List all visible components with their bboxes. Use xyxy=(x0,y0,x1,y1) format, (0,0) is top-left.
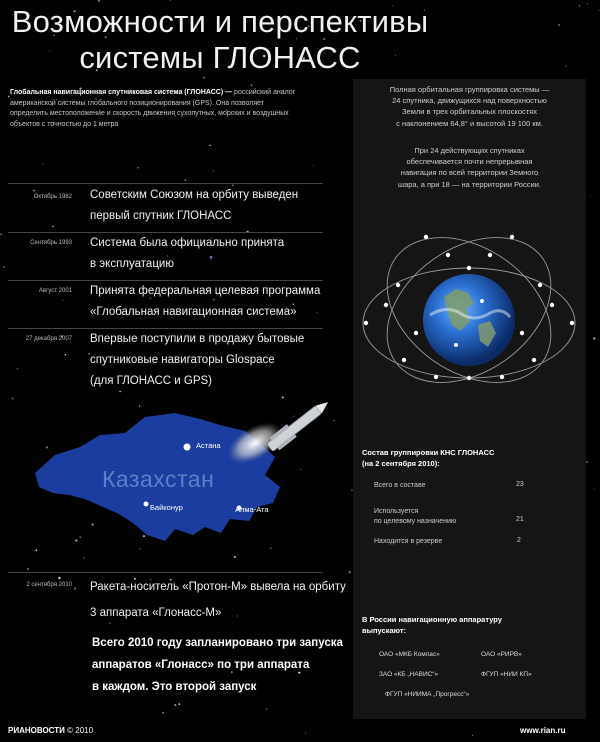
star xyxy=(74,587,76,589)
producers-title-line: выпускают: xyxy=(362,626,407,635)
star xyxy=(594,488,595,489)
panel-top-line: 24 спутника, движущихся над поверхностью xyxy=(392,96,547,106)
producer-item: ФГУП «НИИМА „Прогресс“» xyxy=(385,691,470,698)
city-astana: Астана xyxy=(196,441,221,450)
panel-top-line: с наклонением 64,8° и высотой 19 100 км. xyxy=(396,118,543,128)
plan-note-line: аппаратов «Глонасс» по три аппарата xyxy=(92,659,310,671)
satellite-dot xyxy=(467,266,471,270)
timeline-event-1-line: первый спутник ГЛОНАСС xyxy=(90,210,232,222)
ria-logo-text: РИАНОВОСТИ xyxy=(8,726,65,735)
composition-title-line: (на 2 сентября 2010): xyxy=(362,459,440,468)
title-line-1: Возможности и перспективы xyxy=(11,4,429,39)
timeline-event-3 xyxy=(90,281,320,323)
timeline-event-3-line: «Глобальная навигационная система» xyxy=(90,306,297,318)
panel-top-text xyxy=(356,84,583,129)
plan-note-line: в каждом. Это второй запуск xyxy=(92,681,257,693)
astana-marker xyxy=(184,444,191,451)
satellite-dot xyxy=(402,358,406,362)
city-baikonur: Байконур xyxy=(150,503,183,512)
star xyxy=(184,179,186,181)
star xyxy=(213,170,214,171)
kazakhstan-label: Казахстан xyxy=(102,466,215,492)
star xyxy=(251,84,253,86)
intro-bold: Глобальная навигационная спутниковая система (ГЛОНАСС) — xyxy=(10,89,233,96)
intro-text: российский аналог американской системы глобального позиционирования (GPS). Она позволяет определить местоположение и скорость движения сухопутных, морских и воздушных объектов с точностью до 1 метра xyxy=(10,89,296,128)
timeline-event-4-line: (для ГЛОНАСС и GPS) xyxy=(90,375,213,387)
star xyxy=(558,24,560,26)
star xyxy=(52,226,54,228)
satellite-dot xyxy=(396,283,400,287)
star xyxy=(305,733,306,734)
star xyxy=(209,145,210,146)
intro-paragraph xyxy=(10,88,300,130)
star xyxy=(590,196,591,197)
launch-event xyxy=(90,574,346,626)
panel-mid-line: навигация по всей территории Земного xyxy=(400,168,539,178)
timeline-event-2-line: Система была официально принята xyxy=(90,237,285,249)
timeline-event-2-line: в эксплуатацию xyxy=(90,258,174,270)
star xyxy=(579,5,581,7)
star xyxy=(174,704,176,706)
satellite-dot xyxy=(454,343,458,347)
star xyxy=(0,234,1,235)
composition-value-reserve: 2 xyxy=(517,537,521,544)
composition-title xyxy=(362,447,494,469)
star xyxy=(65,354,67,356)
timeline-event-1 xyxy=(90,185,298,227)
star xyxy=(62,300,63,301)
star xyxy=(178,703,180,705)
star xyxy=(312,165,313,166)
baikonur-marker xyxy=(144,502,149,507)
rocket-illustration xyxy=(225,388,340,468)
satellite-dot xyxy=(364,321,368,325)
composition-value-total: 23 xyxy=(516,481,524,488)
star xyxy=(587,3,588,4)
producer-item: ОАО «МКБ Компас» xyxy=(379,651,440,658)
panel-mid-line: обеспечивается почти непрерывная xyxy=(406,157,533,167)
producers-title-line: В России навигационную аппаратуру xyxy=(362,615,502,624)
star xyxy=(565,66,566,67)
launch-date: 2 сентября 2010 xyxy=(26,582,72,588)
timeline-date-3: Август 2001 xyxy=(38,288,72,294)
star xyxy=(11,397,13,399)
producers-title xyxy=(362,614,502,636)
star xyxy=(599,10,600,11)
composition-label-reserve: Находится в резерве xyxy=(374,538,443,545)
footer-url: www.rian.ru xyxy=(520,726,566,735)
timeline-event-4 xyxy=(90,329,304,392)
star xyxy=(169,0,171,1)
footer-copyright: © 2010 xyxy=(67,726,94,735)
satellite-dot xyxy=(538,283,542,287)
composition-value-used: 21 xyxy=(516,516,524,523)
satellite-dot xyxy=(570,321,574,325)
producer-item: ЗАО «КБ „НАВИС“» xyxy=(379,671,439,678)
star xyxy=(87,721,88,722)
satellite-dot xyxy=(500,375,504,379)
timeline-divider xyxy=(8,183,323,184)
satellite-dot xyxy=(446,253,450,257)
title-line-2: системы ГЛОНАСС xyxy=(79,40,361,75)
star xyxy=(162,712,164,714)
star xyxy=(593,337,595,339)
composition-label-used-line: по целевому назначению xyxy=(374,518,457,525)
star xyxy=(88,244,89,245)
satellite-dot xyxy=(434,375,438,379)
satellite-dot xyxy=(414,331,418,335)
plan-note-line: Всего 2010 году запланировано три запуска xyxy=(92,637,343,649)
star xyxy=(3,266,5,268)
panel-top-line: Земли в трех орбитальных плоскостях xyxy=(402,107,537,117)
timeline-event-2 xyxy=(90,233,284,275)
panel-top-line: Полная орбитальная группировка системы — xyxy=(389,85,550,94)
star xyxy=(58,577,60,579)
satellite-dot xyxy=(532,358,536,362)
satellite-dot xyxy=(480,299,484,303)
satellite-dot xyxy=(520,331,524,335)
timeline-divider xyxy=(8,572,323,573)
satellite-dot xyxy=(424,235,428,239)
star xyxy=(137,167,139,169)
composition-label-used xyxy=(374,507,456,527)
timeline-event-4-line: Впервые поступили в продажу бытовые xyxy=(90,333,305,345)
panel-mid-line: шара, а при 18 — на территории России. xyxy=(398,179,541,189)
satellite-dot xyxy=(510,235,514,239)
panel-mid-text xyxy=(356,145,583,190)
footer-logo xyxy=(8,726,93,735)
composition-label-used-line: Используется xyxy=(374,508,419,515)
producer-item: ОАО «РИРВ» xyxy=(481,651,522,658)
panel-mid-line: При 24 действующих спутниках xyxy=(414,146,525,155)
page-title xyxy=(10,4,430,76)
star xyxy=(17,368,19,370)
star xyxy=(42,164,43,165)
star xyxy=(266,709,267,710)
composition-label-total: Всего в составе xyxy=(374,482,426,489)
launch-event-line: Ракета-носитель «Протон-М» вывела на орбиту xyxy=(90,581,346,593)
producer-item: ФГУП «НИИ КП» xyxy=(481,671,532,678)
satellite-dot xyxy=(488,253,492,257)
satellite-dot xyxy=(384,303,388,307)
plan-note xyxy=(92,632,357,698)
star xyxy=(33,190,35,192)
timeline-event-4-line: спутниковые навигаторы Glospace xyxy=(90,354,275,366)
timeline-event-3-line: Принята федеральная целевая программа xyxy=(90,285,321,297)
launch-event-line: 3 аппарата «Глонасс-М» xyxy=(90,607,222,619)
orbit-diagram xyxy=(356,205,583,395)
timeline-date-4: 27 декабря 2007 xyxy=(25,336,72,342)
timeline-date-2: Сентябрь 1993 xyxy=(30,240,72,246)
star xyxy=(98,0,100,2)
satellite-dot xyxy=(550,303,554,307)
star xyxy=(348,571,351,574)
timeline-event-1-line: Советским Союзом на орбиту выведен xyxy=(90,189,299,201)
city-almaty: Алма-Ата xyxy=(235,505,269,514)
star xyxy=(203,77,205,79)
composition-title-line: Состав группировки КНС ГЛОНАСС xyxy=(362,448,495,457)
timeline-date-1: Октябрь 1982 xyxy=(33,194,72,200)
star xyxy=(586,461,587,462)
star xyxy=(472,735,473,736)
satellite-dot xyxy=(467,376,471,380)
